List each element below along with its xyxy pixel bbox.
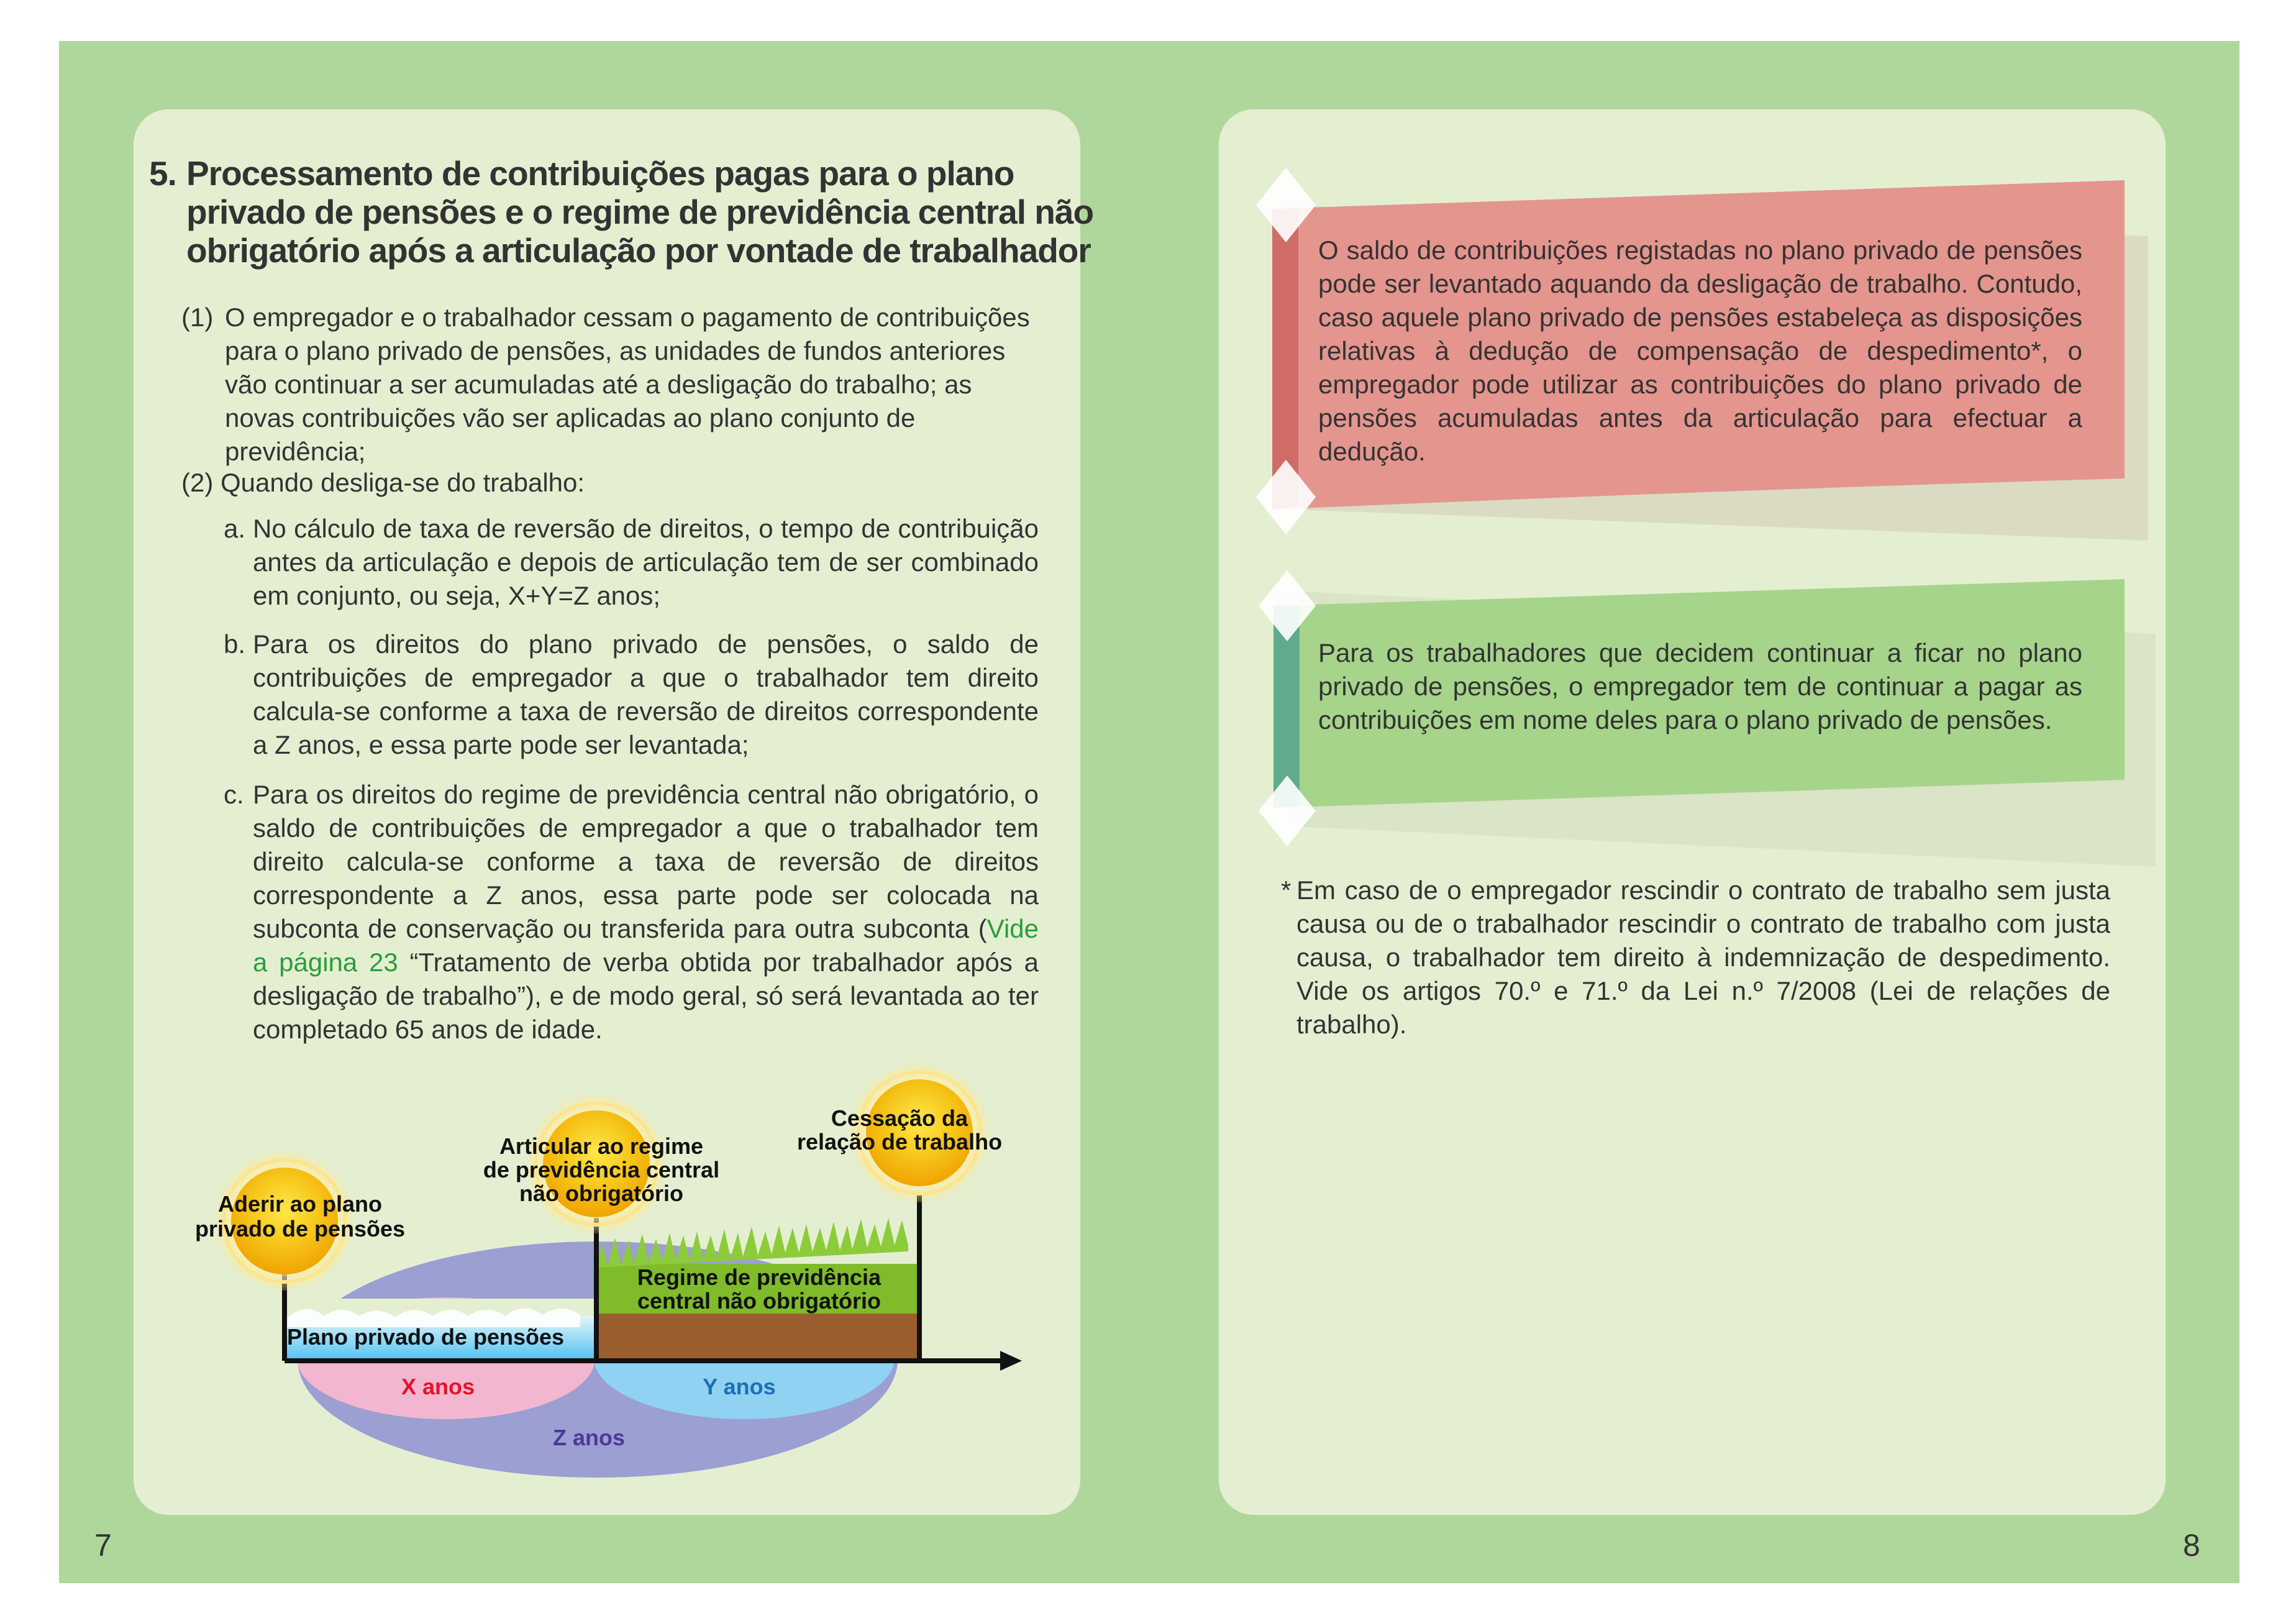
page-number-right: 8: [2183, 1528, 2200, 1563]
z-years-label: Z anos: [552, 1425, 626, 1450]
y-years-label: Y anos: [703, 1374, 776, 1399]
sun-1-label-line2: privado de pensões: [194, 1216, 406, 1241]
sun-3-label-line1: Cessação da: [831, 1105, 968, 1131]
page-23-link[interactable]: Vide a página 23: [253, 914, 1039, 977]
sub-item-b-text: Para os direitos do plano privado de pensões, o saldo de contribuições de empregador a que o trabalhador tem direito calcula-se conforme a taxa de reversão de direitos correspondente a Z anos, e essa parte pode ser levantada;: [253, 629, 1039, 759]
sub-item-a-text: No cálculo de taxa de reversão de direitos, o tempo de contribuição antes da articulação e depois de articulação tem de ser combinado em conjunto, ou seja, X+Y=Z anos;: [253, 514, 1039, 610]
water-label: Plano privado de pensões: [286, 1324, 565, 1350]
item-1-marker: (1): [181, 303, 214, 332]
item-2-text: (2) Quando desliga-se do trabalho:: [181, 468, 585, 497]
red-banner-text: O saldo de contribuições registadas no plano privado de pensões pode ser levantado aquando da desligação de trabalho. Contudo, caso aquele plano privado de pensões estabeleça as disposições relativas à dedução de compensação de despedimento*, o empregador pode utilizar as contribuições do plano privado de pensões acumuladas antes da articulação para efectuar a dedução.: [1318, 235, 2082, 466]
grass-label-line2: central não obrigatório: [637, 1288, 882, 1314]
x-years-label: X anos: [401, 1374, 475, 1399]
green-banner-text: Para os trabalhadores que decidem continuar a ficar no plano privado de pensões, o empregador tem de continuar a pagar as contribuições em nome deles para o plano privado de pensões.: [1318, 638, 2082, 734]
sun-2-label-line3: não obrigatório: [519, 1181, 683, 1206]
sun-1-label-line1: Aderir ao plano: [217, 1191, 383, 1217]
item-1-text: O empregador e o trabalhador cessam o pagamento de contribuições para o plano privado de pensões, as unidades de fundos anteriores vão continuar a ser acumuladas até a desligação do trabalho; as novas contribuições vão ser aplicadas ao plano conjunto de previdência;: [225, 303, 1030, 466]
sun-2-label-line2: de previdência central: [483, 1157, 720, 1182]
sun-2-label-line1: Articular ao regime: [499, 1133, 704, 1159]
sun-3-label-line2: relação de trabalho: [796, 1129, 1003, 1154]
sub-item-c-marker: c.: [224, 780, 244, 809]
sub-item-c-text: Para os direitos do regime de previdência central não obrigatório, o saldo de contribuições de empregador a que o trabalhador tem direito calcula-se conforme a taxa de reversão de direitos correspondente a Z anos, essa parte pode ser colocada na subconta de conservação ou transferida para outra subconta (Vide a página 23 “Tratamento de verba obtida por trabalhador após a desligação de trabalho”), e de modo geral, só será levantada ao ter completado 65 anos de idade.: [253, 780, 1039, 1044]
sub-item-b-marker: b.: [224, 629, 246, 659]
grass-label-line1: Regime de previdência: [637, 1264, 882, 1290]
sub-item-a-marker: a.: [224, 514, 246, 543]
footnote-marker: *: [1281, 876, 1292, 905]
footnote-text: Em caso de o empregador rescindir o contrato de trabalho sem justa causa ou de o trabalhador rescindir o contrato de trabalho com justa causa, o trabalhador tem direito à indemnização de despedimento. Vide os artigos 70.º e 71.º da Lei n.º 7/2008 (Lei de relações de trabalho).: [1296, 876, 2110, 1039]
page-number-left: 7: [94, 1528, 112, 1563]
section-heading: 5. Processamento de contribuições pagas para o plano privado de pensões e o regime de previdência central não obrigatório após a articulação por vontade de trabalhador: [149, 154, 1094, 270]
